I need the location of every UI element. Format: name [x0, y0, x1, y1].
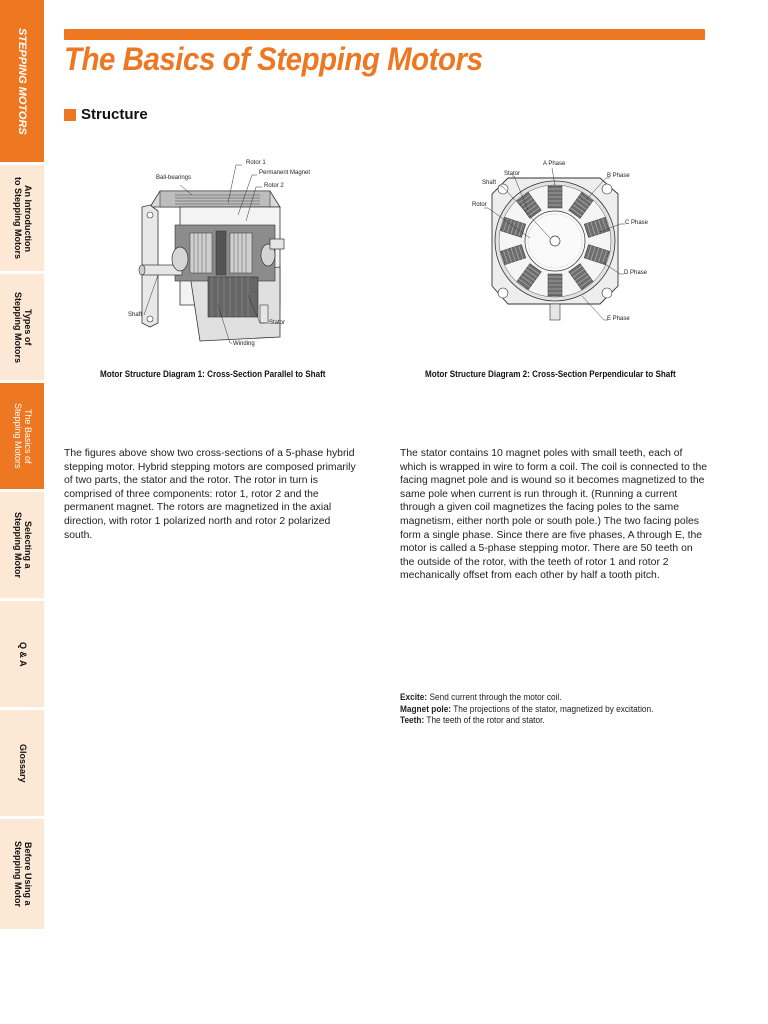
label-e-phase: E Phase [607, 316, 630, 322]
motor-diagram-parallel [120, 155, 340, 355]
label-shaft: Shaft [128, 312, 143, 318]
motor-diagram-perpendicular [470, 158, 660, 333]
glossary-term: Magnet pole: [400, 703, 452, 714]
label-ball-bearings: Ball-bearings [156, 175, 192, 181]
side-tab-label: Glossary [17, 743, 28, 783]
glossary-item [400, 704, 653, 716]
label-b-phase: B Phase [607, 173, 630, 179]
section-bullet-square [64, 109, 76, 121]
label-a-phase: A Phase [543, 161, 566, 167]
glossary-notes [400, 692, 653, 727]
glossary-definition: The teeth of the rotor and stator. [426, 715, 545, 726]
side-tab-selecting[interactable] [0, 492, 44, 598]
label-shaft-2: Shaft [482, 180, 497, 186]
body-paragraph-right: The stator contains 10 magnet poles with small teeth, each of which is wrapped in wire to form a coil. The coil is connected to the facing magnet pole and is wound so it becomes magnetized to the same pole when current is run through it. (Running a current through a given coil magnetizes the facing poles to the same magnetism, either north pole or south pole.) The two facing poles form a single phase. Since there are five phases, A through E, the motor is called a 5-phase stepping motor. There are 50 teeth on the outside of the rotor, with the teeth of rotor 1 and rotor 2 mechanically offset from each other by half a tooth pitch. [400, 448, 708, 582]
label-stator-2: Stator [504, 171, 521, 177]
section-heading [64, 106, 148, 123]
glossary-item [400, 692, 653, 704]
page-title: The Basics of Stepping Motors [64, 41, 483, 77]
side-tab-label: Types of Stepping Motors [13, 291, 33, 363]
side-tab-label: Q & A [17, 641, 28, 667]
diagram1-caption: Motor Structure Diagram 1: Cross-Section Parallel to Shaft [100, 369, 326, 379]
motor-parallel-illustration [120, 155, 340, 355]
side-tab-label: Selecting a Stepping Motor [13, 512, 33, 578]
diagram2-caption: Motor Structure Diagram 2: Cross-Section Perpendicular to Shaft [425, 369, 676, 379]
side-tab-glossary[interactable] [0, 710, 44, 816]
label-stator: Stator [269, 320, 286, 326]
side-tab-introduction[interactable] [0, 165, 44, 271]
section-heading-text: Structure [81, 106, 148, 123]
header-accent-bar [64, 29, 705, 40]
label-rotor: Rotor [472, 202, 487, 208]
glossary-definition: Send current through the motor coil. [429, 692, 562, 702]
side-tab-label: An Introduction to Stepping Motors [13, 177, 33, 259]
side-tab-label: Before Using a Stepping Motor [13, 841, 33, 907]
label-d-phase: D Phase [624, 270, 648, 276]
side-navigation [0, 0, 44, 1024]
side-tab-qa[interactable] [0, 601, 44, 707]
body-paragraph-left: The figures above show two cross-sections of a 5-phase hybrid stepping motor. Hybrid stepping motors are composed primarily of two parts, the stator and the rotor. The rotor in turn is comprised of three components: rotor 1, rotor 2 and the permanent magnet. The rotors are magnetized in the axial direction, with rotor 1 polarized north and rotor 2 polarized south. [64, 448, 356, 541]
side-tab-label: STEPPING MOTORS [16, 27, 29, 135]
glossary-definition: The projections of the stator, magnetized by excitation. [453, 703, 654, 714]
glossary-term: Excite: [400, 692, 428, 702]
label-c-phase: C Phase [625, 220, 649, 226]
side-tab-label: The Basics of Stepping Motors [13, 403, 33, 469]
label-rotor2: Rotor 2 [264, 183, 284, 189]
label-permanent-magnet: Permanent Magnet [259, 170, 311, 176]
glossary-term: Teeth: [400, 715, 425, 726]
side-tab-types[interactable] [0, 274, 44, 380]
side-tab-basics[interactable] [0, 383, 44, 489]
side-tab-stepping-motors[interactable] [0, 0, 44, 162]
label-winding: Winding [233, 341, 255, 347]
motor-perpendicular-illustration [470, 158, 660, 333]
label-rotor1: Rotor 1 [246, 160, 266, 166]
stator-pole [548, 274, 562, 296]
glossary-item [400, 715, 653, 727]
side-tab-before-using[interactable] [0, 819, 44, 929]
stator-pole [548, 186, 562, 208]
